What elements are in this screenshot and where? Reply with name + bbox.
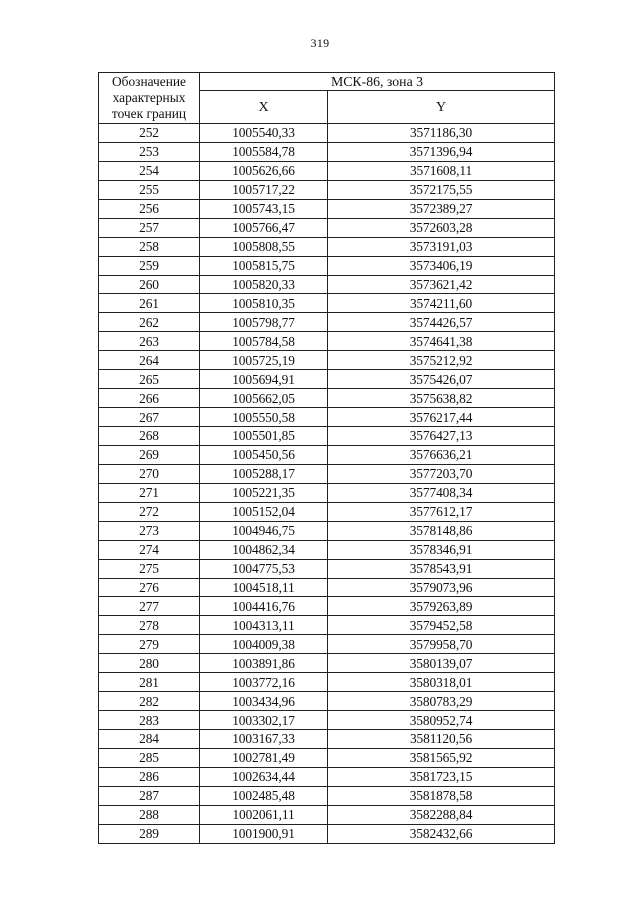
y-coordinate-cell: 3575212,92 — [328, 351, 555, 370]
header-x: X — [200, 91, 328, 124]
table-row — [99, 559, 555, 578]
point-id-cell: 281 — [99, 673, 200, 692]
y-coordinate-cell: 3578346,91 — [328, 540, 555, 559]
x-coordinate-cell: 1005798,77 — [200, 313, 328, 332]
y-coordinate-cell: 3571186,30 — [328, 124, 555, 143]
table-row — [99, 654, 555, 673]
x-coordinate-cell: 1005221,35 — [200, 483, 328, 502]
y-coordinate-cell: 3572389,27 — [328, 199, 555, 218]
x-coordinate-cell: 1002781,49 — [200, 748, 328, 767]
y-coordinate-cell: 3577408,34 — [328, 483, 555, 502]
point-id-cell: 270 — [99, 464, 200, 483]
x-coordinate-cell: 1004313,11 — [200, 616, 328, 635]
table-row — [99, 483, 555, 502]
y-coordinate-cell: 3582288,84 — [328, 805, 555, 824]
x-coordinate-cell: 1005766,47 — [200, 218, 328, 237]
table-row — [99, 824, 555, 843]
table-row — [99, 464, 555, 483]
header-coordinate-system: МСК-86, зона 3 — [200, 73, 555, 91]
y-coordinate-cell: 3574641,38 — [328, 332, 555, 351]
y-coordinate-cell: 3578148,86 — [328, 521, 555, 540]
y-coordinate-cell: 3571396,94 — [328, 142, 555, 161]
y-coordinate-cell: 3574211,60 — [328, 294, 555, 313]
point-id-cell: 280 — [99, 654, 200, 673]
table-row — [99, 161, 555, 180]
point-id-cell: 275 — [99, 559, 200, 578]
x-coordinate-cell: 1005584,78 — [200, 142, 328, 161]
table-row — [99, 199, 555, 218]
y-coordinate-cell: 3576427,13 — [328, 427, 555, 446]
y-coordinate-cell: 3578543,91 — [328, 559, 555, 578]
point-id-cell: 254 — [99, 161, 200, 180]
table-row — [99, 256, 555, 275]
x-coordinate-cell: 1005540,33 — [200, 124, 328, 143]
table-row — [99, 427, 555, 446]
point-id-cell: 267 — [99, 408, 200, 427]
table-body — [99, 124, 555, 844]
y-coordinate-cell: 3579958,70 — [328, 635, 555, 654]
table-row — [99, 351, 555, 370]
point-id-cell: 272 — [99, 502, 200, 521]
x-coordinate-cell: 1002061,11 — [200, 805, 328, 824]
x-coordinate-cell: 1005815,75 — [200, 256, 328, 275]
x-coordinate-cell: 1004946,75 — [200, 521, 328, 540]
table-row — [99, 673, 555, 692]
y-coordinate-cell: 3581878,58 — [328, 786, 555, 805]
table-row — [99, 711, 555, 730]
y-coordinate-cell: 3581565,92 — [328, 748, 555, 767]
x-coordinate-cell: 1005808,55 — [200, 237, 328, 256]
y-coordinate-cell: 3579073,96 — [328, 578, 555, 597]
point-id-cell: 287 — [99, 786, 200, 805]
table-row — [99, 275, 555, 294]
table-row — [99, 142, 555, 161]
point-id-cell: 282 — [99, 692, 200, 711]
table-row — [99, 616, 555, 635]
point-id-cell: 263 — [99, 332, 200, 351]
point-id-cell: 258 — [99, 237, 200, 256]
point-id-cell: 279 — [99, 635, 200, 654]
table-row — [99, 786, 555, 805]
point-id-cell: 278 — [99, 616, 200, 635]
table-row — [99, 730, 555, 749]
x-coordinate-cell: 1003772,16 — [200, 673, 328, 692]
header-y: Y — [328, 91, 555, 124]
x-coordinate-cell: 1005694,91 — [200, 370, 328, 389]
y-coordinate-cell: 3580783,29 — [328, 692, 555, 711]
y-coordinate-cell: 3580318,01 — [328, 673, 555, 692]
y-coordinate-cell: 3571608,11 — [328, 161, 555, 180]
y-coordinate-cell: 3574426,57 — [328, 313, 555, 332]
x-coordinate-cell: 1004416,76 — [200, 597, 328, 616]
table-row — [99, 408, 555, 427]
point-id-cell: 261 — [99, 294, 200, 313]
y-coordinate-cell: 3575638,82 — [328, 389, 555, 408]
point-id-cell: 266 — [99, 389, 200, 408]
y-coordinate-cell: 3572175,55 — [328, 180, 555, 199]
y-coordinate-cell: 3572603,28 — [328, 218, 555, 237]
table-row — [99, 389, 555, 408]
x-coordinate-cell: 1005288,17 — [200, 464, 328, 483]
point-id-cell: 276 — [99, 578, 200, 597]
table-row — [99, 218, 555, 237]
x-coordinate-cell: 1004518,11 — [200, 578, 328, 597]
x-coordinate-cell: 1005717,22 — [200, 180, 328, 199]
y-coordinate-cell: 3573191,03 — [328, 237, 555, 256]
x-coordinate-cell: 1003434,96 — [200, 692, 328, 711]
point-id-cell: 277 — [99, 597, 200, 616]
x-coordinate-cell: 1005820,33 — [200, 275, 328, 294]
boundary-coordinates-table — [98, 72, 555, 844]
page-number: 319 — [310, 36, 330, 50]
table-row — [99, 502, 555, 521]
x-coordinate-cell: 1005152,04 — [200, 502, 328, 521]
point-id-cell: 252 — [99, 124, 200, 143]
point-id-cell: 284 — [99, 730, 200, 749]
x-coordinate-cell: 1004862,34 — [200, 540, 328, 559]
x-coordinate-cell: 1004775,53 — [200, 559, 328, 578]
point-id-cell: 262 — [99, 313, 200, 332]
y-coordinate-cell: 3573621,42 — [328, 275, 555, 294]
point-id-cell: 271 — [99, 483, 200, 502]
point-id-cell: 260 — [99, 275, 200, 294]
table-header — [99, 73, 555, 124]
y-coordinate-cell: 3573406,19 — [328, 256, 555, 275]
point-id-cell: 265 — [99, 370, 200, 389]
point-id-cell: 255 — [99, 180, 200, 199]
point-id-cell: 253 — [99, 142, 200, 161]
x-coordinate-cell: 1005725,19 — [200, 351, 328, 370]
x-coordinate-cell: 1005626,66 — [200, 161, 328, 180]
y-coordinate-cell: 3577203,70 — [328, 464, 555, 483]
point-id-cell: 285 — [99, 748, 200, 767]
table-row — [99, 237, 555, 256]
x-coordinate-cell: 1003167,33 — [200, 730, 328, 749]
table-row — [99, 767, 555, 786]
x-coordinate-cell: 1003891,86 — [200, 654, 328, 673]
y-coordinate-cell: 3581723,15 — [328, 767, 555, 786]
x-coordinate-cell: 1005784,58 — [200, 332, 328, 351]
x-coordinate-cell: 1001900,91 — [200, 824, 328, 843]
point-id-cell: 274 — [99, 540, 200, 559]
table-row — [99, 692, 555, 711]
y-coordinate-cell: 3577612,17 — [328, 502, 555, 521]
table-row — [99, 370, 555, 389]
x-coordinate-cell: 1005743,15 — [200, 199, 328, 218]
point-id-cell: 256 — [99, 199, 200, 218]
point-id-cell: 273 — [99, 521, 200, 540]
point-id-cell: 257 — [99, 218, 200, 237]
x-coordinate-cell: 1002485,48 — [200, 786, 328, 805]
y-coordinate-cell: 3575426,07 — [328, 370, 555, 389]
x-coordinate-cell: 1003302,17 — [200, 711, 328, 730]
table-row — [99, 597, 555, 616]
table-row — [99, 445, 555, 464]
y-coordinate-cell: 3579452,58 — [328, 616, 555, 635]
point-id-cell: 288 — [99, 805, 200, 824]
point-id-cell: 286 — [99, 767, 200, 786]
x-coordinate-cell: 1005450,56 — [200, 445, 328, 464]
table-row — [99, 635, 555, 654]
y-coordinate-cell: 3579263,89 — [328, 597, 555, 616]
table-row — [99, 578, 555, 597]
point-id-cell: 289 — [99, 824, 200, 843]
point-id-cell: 269 — [99, 445, 200, 464]
table-row — [99, 748, 555, 767]
table-row — [99, 521, 555, 540]
table-row — [99, 332, 555, 351]
point-id-cell: 283 — [99, 711, 200, 730]
x-coordinate-cell: 1005550,58 — [200, 408, 328, 427]
table-row — [99, 313, 555, 332]
y-coordinate-cell: 3581120,56 — [328, 730, 555, 749]
table-row — [99, 124, 555, 143]
y-coordinate-cell: 3576636,21 — [328, 445, 555, 464]
header-point-id: Обозначение характерных точек границ — [99, 73, 200, 124]
y-coordinate-cell: 3580952,74 — [328, 711, 555, 730]
point-id-cell: 264 — [99, 351, 200, 370]
table-row — [99, 294, 555, 313]
x-coordinate-cell: 1005662,05 — [200, 389, 328, 408]
y-coordinate-cell: 3576217,44 — [328, 408, 555, 427]
table-row — [99, 805, 555, 824]
x-coordinate-cell: 1005810,35 — [200, 294, 328, 313]
table-row — [99, 180, 555, 199]
y-coordinate-cell: 3582432,66 — [328, 824, 555, 843]
x-coordinate-cell: 1005501,85 — [200, 427, 328, 446]
x-coordinate-cell: 1004009,38 — [200, 635, 328, 654]
y-coordinate-cell: 3580139,07 — [328, 654, 555, 673]
table-row — [99, 540, 555, 559]
point-id-cell: 268 — [99, 427, 200, 446]
x-coordinate-cell: 1002634,44 — [200, 767, 328, 786]
point-id-cell: 259 — [99, 256, 200, 275]
